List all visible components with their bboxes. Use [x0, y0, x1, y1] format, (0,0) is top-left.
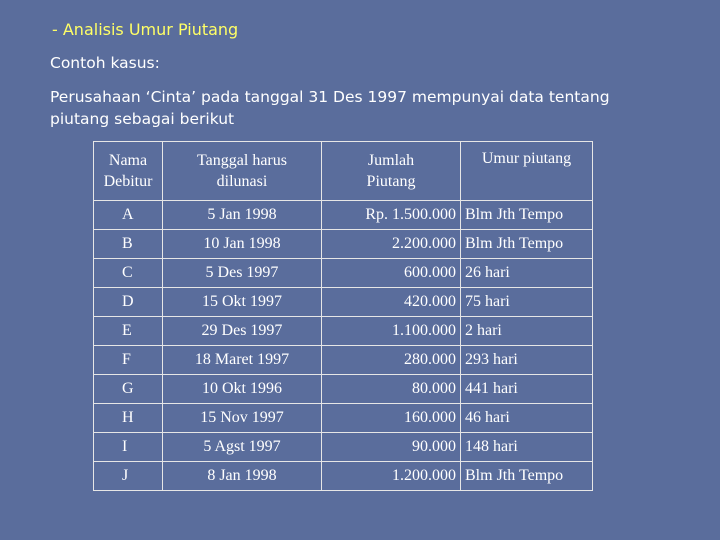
cell-age: Blm Jth Tempo — [461, 201, 593, 230]
cell-due-date: 5 Agst 1997 — [163, 433, 322, 462]
case-description: Perusahaan ‘Cinta’ pada tanggal 31 Des 1997 mempunyai data tentang piutang sebagai berikut — [50, 88, 610, 128]
cell-name: D — [94, 288, 163, 317]
cell-amount: Rp. 1.500.000 — [322, 201, 461, 230]
cell-age: 26 hari — [461, 259, 593, 288]
table-header-row — [94, 142, 593, 201]
cell-due-date: 10 Okt 1996 — [163, 375, 322, 404]
table-row — [94, 375, 593, 404]
table-row — [94, 259, 593, 288]
table-row — [94, 462, 593, 491]
cell-name: I — [94, 433, 163, 462]
cell-amount: 2.200.000 — [322, 230, 461, 259]
header-due-date: Tanggal harus dilunasi — [163, 142, 322, 201]
cell-name: E — [94, 317, 163, 346]
cell-due-date: 15 Okt 1997 — [163, 288, 322, 317]
cell-name: F — [94, 346, 163, 375]
header-amount: Jumlah Piutang — [322, 142, 461, 201]
table-row — [94, 404, 593, 433]
cell-due-date: 15 Nov 1997 — [163, 404, 322, 433]
cell-age: Blm Jth Tempo — [461, 230, 593, 259]
table-row — [94, 201, 593, 230]
cell-amount: 1.200.000 — [322, 462, 461, 491]
table-row — [94, 433, 593, 462]
cell-amount: 420.000 — [322, 288, 461, 317]
cell-due-date: 29 Des 1997 — [163, 317, 322, 346]
cell-age: 46 hari — [461, 404, 593, 433]
slide-heading: - Analisis Umur Piutang — [52, 20, 239, 39]
header-name: Nama Debitur — [94, 142, 163, 201]
case-label: Contoh kasus: — [50, 54, 160, 72]
cell-due-date: 5 Jan 1998 — [163, 201, 322, 230]
cell-age: 441 hari — [461, 375, 593, 404]
cell-age: 293 hari — [461, 346, 593, 375]
cell-age: 148 hari — [461, 433, 593, 462]
table-row — [94, 346, 593, 375]
cell-amount: 1.100.000 — [322, 317, 461, 346]
cell-amount: 90.000 — [322, 433, 461, 462]
table-row — [94, 230, 593, 259]
cell-due-date: 5 Des 1997 — [163, 259, 322, 288]
cell-due-date: 18 Maret 1997 — [163, 346, 322, 375]
cell-amount: 600.000 — [322, 259, 461, 288]
cell-name: G — [94, 375, 163, 404]
cell-due-date: 8 Jan 1998 — [163, 462, 322, 491]
cell-name: A — [94, 201, 163, 230]
cell-age: 2 hari — [461, 317, 593, 346]
cell-name: J — [94, 462, 163, 491]
cell-age: Blm Jth Tempo — [461, 462, 593, 491]
cell-age: 75 hari — [461, 288, 593, 317]
table-row — [94, 317, 593, 346]
cell-name: C — [94, 259, 163, 288]
cell-amount: 160.000 — [322, 404, 461, 433]
header-age: Umur piutang — [461, 142, 593, 201]
receivables-table — [93, 141, 593, 491]
table-row — [94, 288, 593, 317]
cell-amount: 80.000 — [322, 375, 461, 404]
cell-name: H — [94, 404, 163, 433]
cell-amount: 280.000 — [322, 346, 461, 375]
cell-due-date: 10 Jan 1998 — [163, 230, 322, 259]
cell-name: B — [94, 230, 163, 259]
